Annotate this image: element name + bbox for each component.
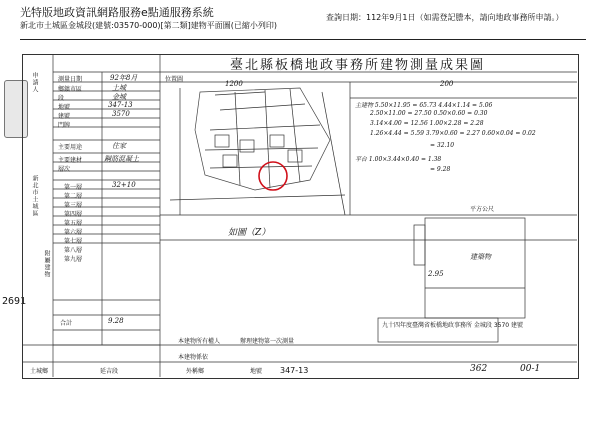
value-floor-1: 32+10: [112, 181, 136, 189]
value-land-no: 347-13: [108, 101, 133, 109]
bottom-note: 九十四年度臺灣省板橋地政事務所 金城段 3570 建號: [382, 322, 523, 329]
calc-line-3: 3.14×4.00 = 12.56 1.00×2.28 = 2.28: [370, 120, 484, 127]
footer-land-label: 地號: [250, 368, 263, 375]
label-floor-8: 第八層: [64, 247, 83, 254]
footer-code: 362: [470, 364, 488, 374]
calc-line-1: 主建物 5.50×11.95 = 65.73 4.44×1.14 = 5.06: [355, 102, 493, 109]
calc-line-6: 平台 1.00×3.44×0.40 = 1.38: [355, 156, 442, 163]
plot-label: 建築物: [470, 253, 491, 261]
footer-land-no: 347-13: [280, 366, 309, 375]
label-material: 主要建材: [58, 157, 83, 164]
page-number: 2691: [2, 296, 27, 307]
applicant-label: 申請人: [31, 72, 38, 93]
label-floor: 層次: [58, 166, 71, 173]
calc-line-7: = 9.28: [430, 166, 451, 173]
label-section: 段: [58, 95, 65, 102]
plot-dims: 2.95: [428, 270, 444, 278]
label-floor-5: 第五層: [64, 220, 83, 227]
system-title: 光特版地政資訊網路服務e點通服務系統: [20, 6, 214, 19]
label-doorplate: 門牌: [58, 122, 71, 129]
label-total: 合計: [60, 320, 73, 327]
label-land-no: 地號: [58, 104, 71, 111]
calc-line-2: 2.50×11.00 = 27.50 0.50×0.60 = 0.30: [370, 110, 488, 117]
value-main-use: 住家: [112, 142, 126, 150]
survey-title: 臺北縣板橋地政事務所建物測量成果圖: [230, 58, 486, 73]
legend-first-survey: 辦理建物第一次測量: [240, 338, 295, 345]
label-floor-6: 第六層: [64, 229, 83, 236]
label-floor-3: 第三層: [64, 202, 83, 209]
label-floor-2: 第二層: [64, 193, 83, 200]
legend-owner: 本建物所有權人: [178, 338, 221, 345]
query-date: 查詢日期：112年9月1日（如需登記謄本，請向地政事務所申請。）: [326, 13, 564, 22]
value-total: 9.28: [108, 317, 124, 325]
calc-line-4: 1.26×4.44 = 5.59 3.79×0.60 = 2.27 0.60×0.04 = 0.02: [370, 130, 536, 137]
value-section: 金城: [112, 93, 126, 101]
label-main-use: 主要用途: [58, 144, 83, 151]
document-subtitle: 新北市土城區金城段(建號:03570-000)[第二類]建物平面圖(已縮小列印): [20, 21, 278, 30]
calc-line-5: = 32.10: [430, 142, 455, 149]
footer-num: 00-1: [520, 364, 541, 374]
label-building-no: 建號: [58, 113, 71, 120]
label-floor-7: 第七層: [64, 238, 83, 245]
figure-label: 如圖（Z）: [228, 228, 271, 238]
label-township: 鄉鎮市區: [58, 86, 83, 93]
label-floor-1: 第一層: [64, 184, 83, 191]
label-floor-9: 第九層: [64, 256, 83, 263]
value-building-no: 3570: [112, 110, 130, 118]
unit-label: 平方公尺: [470, 206, 495, 213]
section-left-label: 新北市土城區: [31, 175, 38, 217]
label-floor-4: 第四層: [64, 211, 83, 218]
footer-outside: 外稱鄉: [186, 368, 205, 375]
footer-section: 延吉段: [100, 368, 119, 375]
scale-2: 200: [440, 80, 454, 88]
footnote-attached: 附屬建物: [43, 250, 50, 278]
scale-1: 1200: [225, 80, 243, 88]
value-township: 土城: [112, 84, 126, 92]
location-label: 位置圖: [165, 76, 184, 83]
value-survey-date: 92年8月: [110, 74, 138, 82]
label-survey-date: 測量日期: [58, 76, 83, 83]
footer-township: 土城鄉: [30, 368, 49, 375]
footnote-basis: 本建物係依: [178, 354, 209, 361]
value-material: 鋼筋混凝土: [104, 155, 139, 163]
